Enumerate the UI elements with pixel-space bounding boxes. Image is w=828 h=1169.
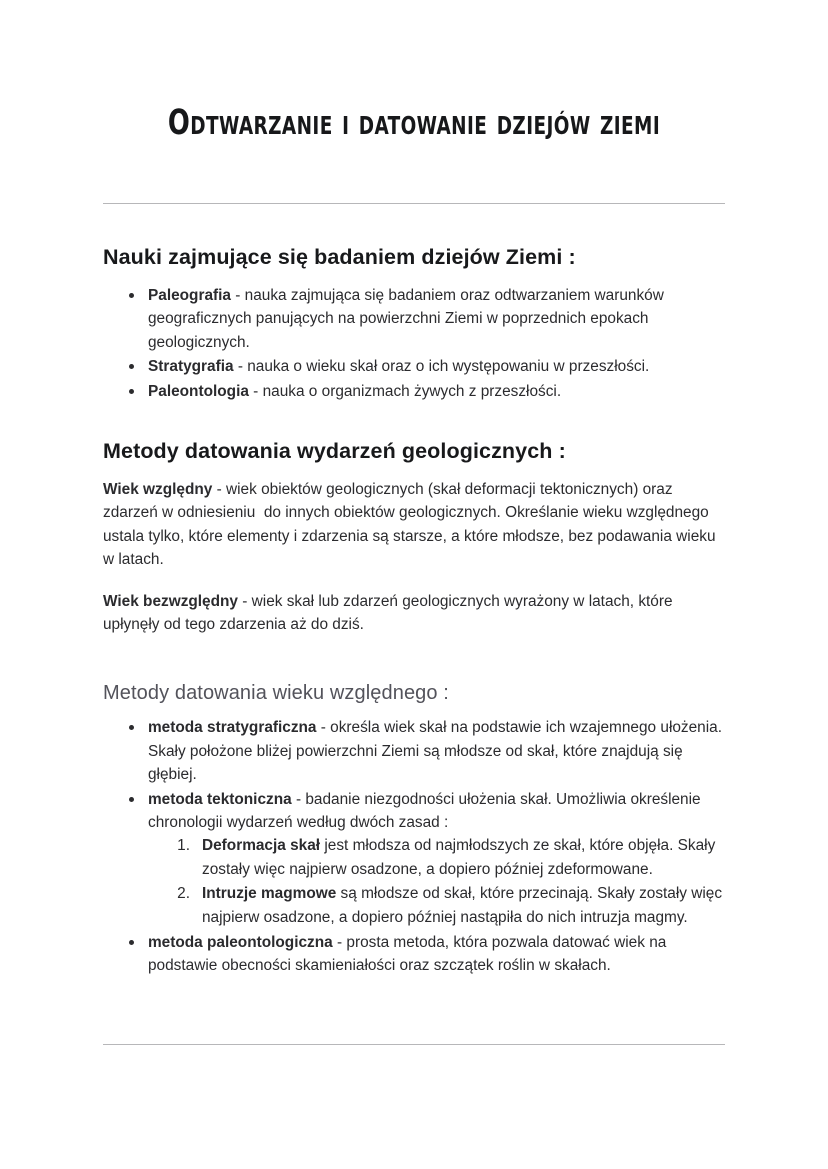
divider-top — [103, 203, 725, 204]
divider-bottom — [103, 1044, 725, 1045]
definition-deformacja-skal: jest młodsza od najmłodszych ze skał, które objęła. Skały zostały więc najpierw osadzone, a dopiero później zdeformowane. — [202, 837, 716, 878]
relative-methods-list — [103, 716, 728, 977]
term-paleografia: Paleografia — [148, 286, 231, 304]
definition-metoda-stratygraficzna: - określa wiek skał na podstawie ich wzajemnego ułożenia. Skały położone bliżej powierzchni Ziemi są młodsze od skał, które znajdują się głębiej. — [148, 719, 722, 784]
term-deformacja-skal: Deformacja skał — [202, 837, 321, 855]
spacer — [103, 404, 728, 438]
definition-metoda-tektoniczna: - badanie niezgodności ułożenia skał. Umożliwia określenie chronologii wydarzeń według dwóch zasad : — [148, 790, 701, 831]
list-item — [148, 834, 728, 881]
paragraph-wiek-wzgledny — [103, 478, 728, 572]
definition-metoda-paleontologiczna: - prosta metoda, która pozwala datować wiek na podstawie obecności skamieniałości oraz szczątek roślin w skałach. — [148, 934, 667, 975]
definition-paleontologia: - nauka o organizmach żywych z przeszłości. — [248, 382, 562, 400]
list-item — [103, 716, 728, 786]
spacer — [103, 654, 728, 680]
document-content — [103, 244, 728, 979]
list-item — [103, 355, 728, 378]
term-metoda-paleontologiczna: metoda paleontologiczna — [148, 934, 333, 951]
term-wiek-bezwzgledny: Wiek bezwzględny — [103, 592, 238, 610]
definition-stratygrafia: - nauka o wieku skał oraz o ich występowaniu w przeszłości. — [233, 358, 650, 376]
definition-intruzje-magmowe: są młodsze od skał, które przecinają. Skały zostały więc najpierw osadzone, a dopiero później nastąpiła do nich intruzja magmy. — [202, 885, 723, 926]
term-wiek-wzgledny: Wiek względny — [103, 480, 213, 498]
list-item — [103, 788, 728, 929]
sciences-list — [103, 284, 728, 403]
list-item — [103, 284, 728, 354]
term-stratygrafia: Stratygrafia — [148, 358, 234, 376]
term-intruzje-magmowe: Intruzje magmowe — [202, 885, 337, 903]
section-heading-relative-methods: Metody datowania wieku względnego : — [103, 682, 449, 705]
list-item — [148, 882, 728, 929]
section-heading-methods: Metody datowania wydarzeń geologicznych : — [103, 438, 566, 463]
term-paleontologia: Paleontologia — [148, 382, 249, 400]
text-wiek-bezwzgledny: - wiek skał lub zdarzeń geologicznych wyrażony w latach, które upłynęły od tego zdarzenia aż do dziś. — [103, 592, 677, 633]
paragraph-wiek-bezwzgledny — [103, 590, 728, 637]
tektoniczna-rules-list — [148, 834, 728, 929]
section-heading-sciences: Nauki zajmujące się badaniem dziejów Ziemi : — [103, 245, 576, 269]
text-wiek-wzgledny: - wiek obiektów geologicznych (skał deformacji tektonicznych) oraz zdarzeń w odniesieniu do innych obiektów geologicznych. Określanie wieku względnego ustala tylko, które elementy i zdarzenia są starsze, a które młodsze, bez podawania wieku w latach. — [103, 480, 720, 569]
page-title: Odtwarzanie i datowanie dziejów ziemi — [167, 103, 661, 143]
term-metoda-tektoniczna: metoda tektoniczna — [148, 790, 292, 808]
list-item — [103, 380, 728, 403]
list-item — [103, 931, 728, 978]
term-metoda-stratygraficzna: metoda stratygraficzna — [148, 719, 317, 737]
definition-paleografia: - nauka zajmująca się badaniem oraz odtwarzaniem warunków geograficznych panujących na powierzchni Ziemi w poprzednich epokach geologicznych. — [148, 286, 664, 351]
